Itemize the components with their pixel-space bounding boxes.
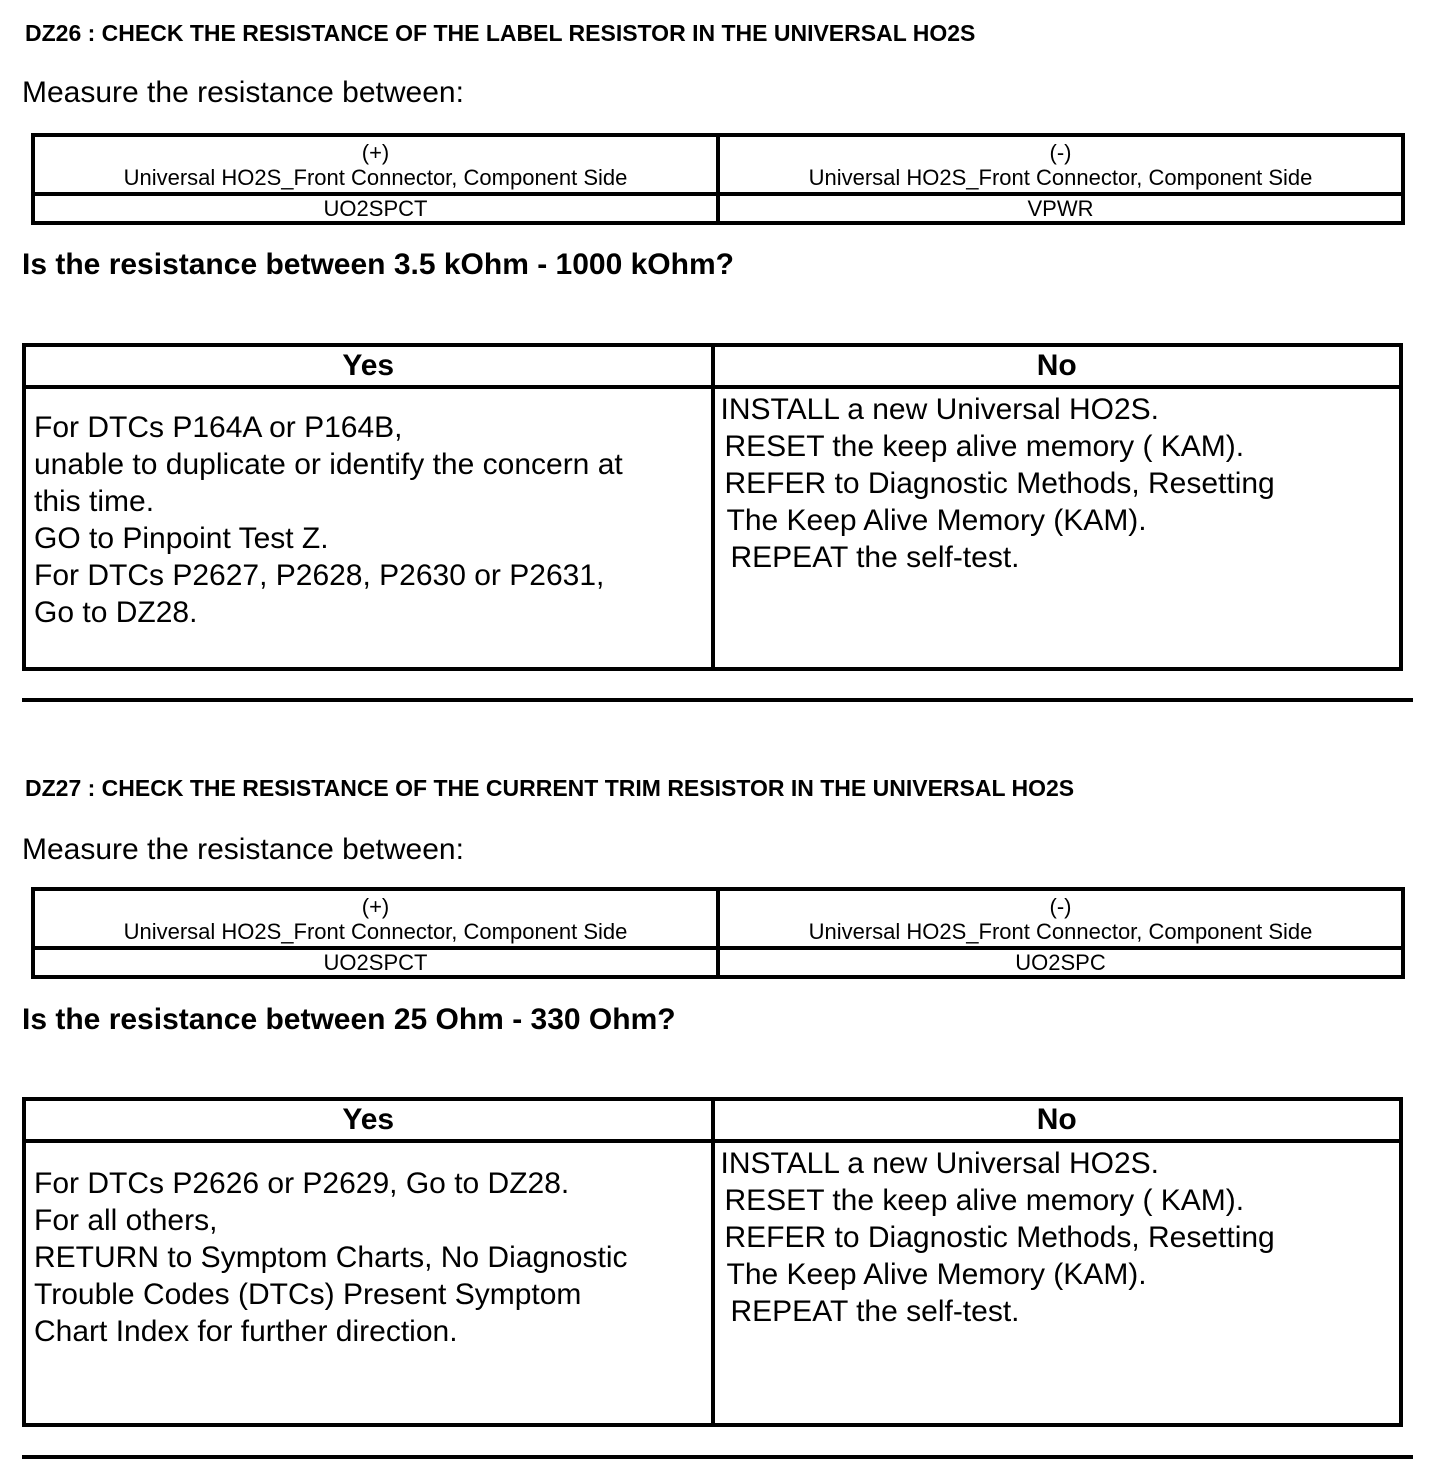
- yes-line: For DTCs P2627, P2628, P2630 or P2631,: [34, 559, 605, 592]
- yes-line: Go to DZ28.: [34, 596, 198, 629]
- negative-probe-header: [718, 889, 1403, 948]
- negative-pin: VPWR: [718, 194, 1403, 223]
- no-header: No: [713, 345, 1402, 387]
- yes-line: For all others,: [34, 1204, 218, 1237]
- yes-line: Chart Index for further direction.: [34, 1315, 458, 1348]
- no-line: The Keep Alive Memory (KAM).: [726, 1258, 1147, 1291]
- yes-line: For DTCs P164A or P164B,: [34, 411, 403, 444]
- negative-probe-header: [718, 135, 1403, 194]
- no-line: REFER to Diagnostic Methods, Resetting: [724, 467, 1275, 500]
- positive-sign: (+): [361, 139, 390, 165]
- positive-probe-header: [33, 889, 718, 948]
- negative-connector: Universal HO2S_Front Connector, Component Side: [808, 164, 1313, 190]
- yes-line: unable to duplicate or identify the concern at: [34, 448, 623, 481]
- negative-sign: (-): [1049, 139, 1072, 165]
- no-line: RESET the keep alive memory ( KAM).: [724, 1184, 1245, 1217]
- no-line: The Keep Alive Memory (KAM).: [726, 504, 1147, 537]
- step-title: DZ27 : CHECK THE RESISTANCE OF THE CURRENT TRIM RESISTOR IN THE UNIVERSAL HO2S: [25, 775, 1075, 801]
- positive-connector: Universal HO2S_Front Connector, Component Side: [123, 164, 628, 190]
- positive-pin: UO2SPCT: [33, 948, 718, 977]
- yes-no-table: [22, 1097, 1403, 1427]
- positive-probe-header: [33, 135, 718, 194]
- no-line: REPEAT the self-test.: [730, 1295, 1020, 1328]
- yes-header: Yes: [24, 1099, 713, 1141]
- resistance-question: Is the resistance between 25 Ohm - 330 Ohm?: [22, 1003, 676, 1036]
- yes-line: For DTCs P2626 or P2629, Go to DZ28.: [34, 1167, 570, 1200]
- positive-pin: UO2SPCT: [33, 194, 718, 223]
- measure-instruction: Measure the resistance between:: [22, 76, 464, 109]
- positive-sign: (+): [361, 893, 390, 919]
- section-divider: [22, 1455, 1413, 1459]
- resistance-question: Is the resistance between 3.5 kOhm - 1000 kOhm?: [22, 248, 734, 281]
- no-line: RESET the keep alive memory ( KAM).: [724, 430, 1245, 463]
- negative-pin: UO2SPC: [718, 948, 1403, 977]
- yes-action: [24, 1141, 713, 1425]
- yes-header: Yes: [24, 345, 713, 387]
- yes-line: GO to Pinpoint Test Z.: [34, 522, 329, 555]
- connector-table: [31, 887, 1405, 979]
- yes-line: RETURN to Symptom Charts, No Diagnostic: [34, 1241, 628, 1274]
- yes-line: Trouble Codes (DTCs) Present Symptom: [34, 1278, 582, 1311]
- yes-line: this time.: [34, 485, 155, 518]
- no-line: INSTALL a new Universal HO2S.: [720, 393, 1160, 426]
- section-divider: [22, 698, 1413, 702]
- no-action: [713, 387, 1402, 669]
- negative-connector: Universal HO2S_Front Connector, Component Side: [808, 918, 1313, 944]
- no-line: INSTALL a new Universal HO2S.: [720, 1147, 1160, 1180]
- no-action: [713, 1141, 1402, 1425]
- no-header: No: [713, 1099, 1402, 1141]
- no-line: REPEAT the self-test.: [730, 541, 1020, 574]
- yes-action: [24, 387, 713, 669]
- connector-table: [31, 133, 1405, 225]
- measure-instruction: Measure the resistance between:: [22, 833, 464, 866]
- positive-connector: Universal HO2S_Front Connector, Component Side: [123, 918, 628, 944]
- negative-sign: (-): [1049, 893, 1072, 919]
- yes-no-table: [22, 343, 1403, 671]
- no-line: REFER to Diagnostic Methods, Resetting: [724, 1221, 1275, 1254]
- step-title: DZ26 : CHECK THE RESISTANCE OF THE LABEL RESISTOR IN THE UNIVERSAL HO2S: [25, 20, 976, 46]
